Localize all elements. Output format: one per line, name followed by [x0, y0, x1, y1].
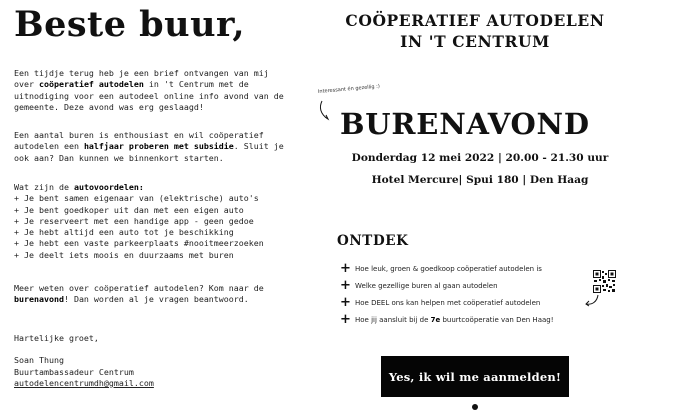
more-info-paragraph [14, 283, 310, 306]
organization-line-1: COÖPERATIEF AUTODELEN [345, 11, 605, 30]
page-indicator-dot [472, 404, 478, 410]
burenavond-bold: burenavond [14, 294, 64, 305]
subsidy-bold: halfjaar proberen met subsidie [83, 141, 234, 152]
more-info-line-2: burenavond! Dan worden al je vragen beantwoord. [14, 294, 249, 305]
enthusiasm-line-2: autodelen een halfjaar proberen met subsidie. Sluit je [14, 141, 284, 152]
sender-name: Soan Thung [14, 355, 64, 366]
advantage-item: + Je bent samen eigenaar van (elektrische) auto's [14, 193, 259, 204]
advantage-item: + Je deelt iets moois en duurzaams met buren [14, 249, 234, 260]
more-info-line-1: Meer weten over coöperatief autodelen? Kom naar de [14, 283, 264, 293]
discover-item: + Welke gezellige buren al gaan autodelen [340, 277, 498, 293]
intro-line-2: over coöperatief autodelen in 't Centrum met de [14, 79, 249, 90]
discover-heading: ONTDEK [337, 233, 409, 249]
intro-line-4: gemeente. Deze avond was erg geslaagd! [14, 101, 204, 112]
intro-bold: coöperatief autodelen [38, 79, 144, 90]
plus-icon: + [340, 311, 351, 327]
greeting-heading: Beste buur, [14, 4, 246, 45]
intro-line-1: Een tijdje terug heb je een brief ontvangen van mij [14, 68, 269, 78]
qr-code-icon[interactable] [593, 270, 616, 293]
sender-email-link[interactable]: autodelencentrumdh@gmail.com [14, 377, 154, 388]
discover-item: + Hoe jij aansluit bij de 7e buurtcoöperatie van Den Haag! [340, 311, 554, 327]
curved-arrow-icon [584, 293, 600, 307]
advantage-item: + Je hebt een vaste parkeerplaats #nooitmeerzoeken [14, 238, 264, 249]
advantage-item: + Je hebt altijd een auto tot je beschikking [14, 227, 234, 238]
tagline: Interessant én gezellig :) [317, 83, 381, 95]
organization-heading [330, 10, 620, 52]
event-date-time: Donderdag 12 mei 2022 | 20.00 - 21.30 uur [351, 152, 609, 164]
enthusiasm-paragraph [14, 130, 310, 164]
event-location: Hotel Mercure| Spui 180 | Den Haag [371, 174, 589, 186]
signature-block [14, 333, 154, 389]
plus-icon: + [340, 294, 351, 310]
enthusiasm-line-3: ook aan? Dan kunnen we binnenkort starten. [14, 152, 224, 163]
organization-line-2: IN 'T CENTRUM [400, 32, 550, 51]
intro-line-3: uitnodiging voor een autodeel online info avond van de [14, 90, 284, 101]
advantages-intro: Wat zijn de autovoordelen: [14, 182, 144, 192]
curved-arrow-icon [319, 100, 333, 122]
sender-role: Buurtambassadeur Centrum [14, 366, 134, 377]
advantages-list [14, 182, 310, 261]
advantage-item: + Je bent goedkoper uit dan met een eigen auto [14, 204, 244, 215]
intro-paragraph [14, 68, 310, 113]
advantage-item: + Je reserveert met een handige app - geen gedoe [14, 215, 254, 226]
closing: Hartelijke groet, [14, 333, 99, 343]
register-button[interactable]: Yes, ik wil me aanmelden! [381, 356, 569, 397]
discover-item: + Hoe DEEL ons kan helpen met coöperatief autodelen [340, 294, 541, 310]
plus-icon: + [340, 260, 351, 276]
event-title: BURENAVOND [340, 107, 590, 141]
enthusiasm-line-1: Een aantal buren is enthousiast en wil coöperatief [14, 130, 264, 140]
discover-list [340, 260, 554, 328]
discover-item: + Hoe leuk, groen & goedkoop coöperatief autodelen is [340, 260, 542, 276]
plus-icon: + [340, 277, 351, 293]
